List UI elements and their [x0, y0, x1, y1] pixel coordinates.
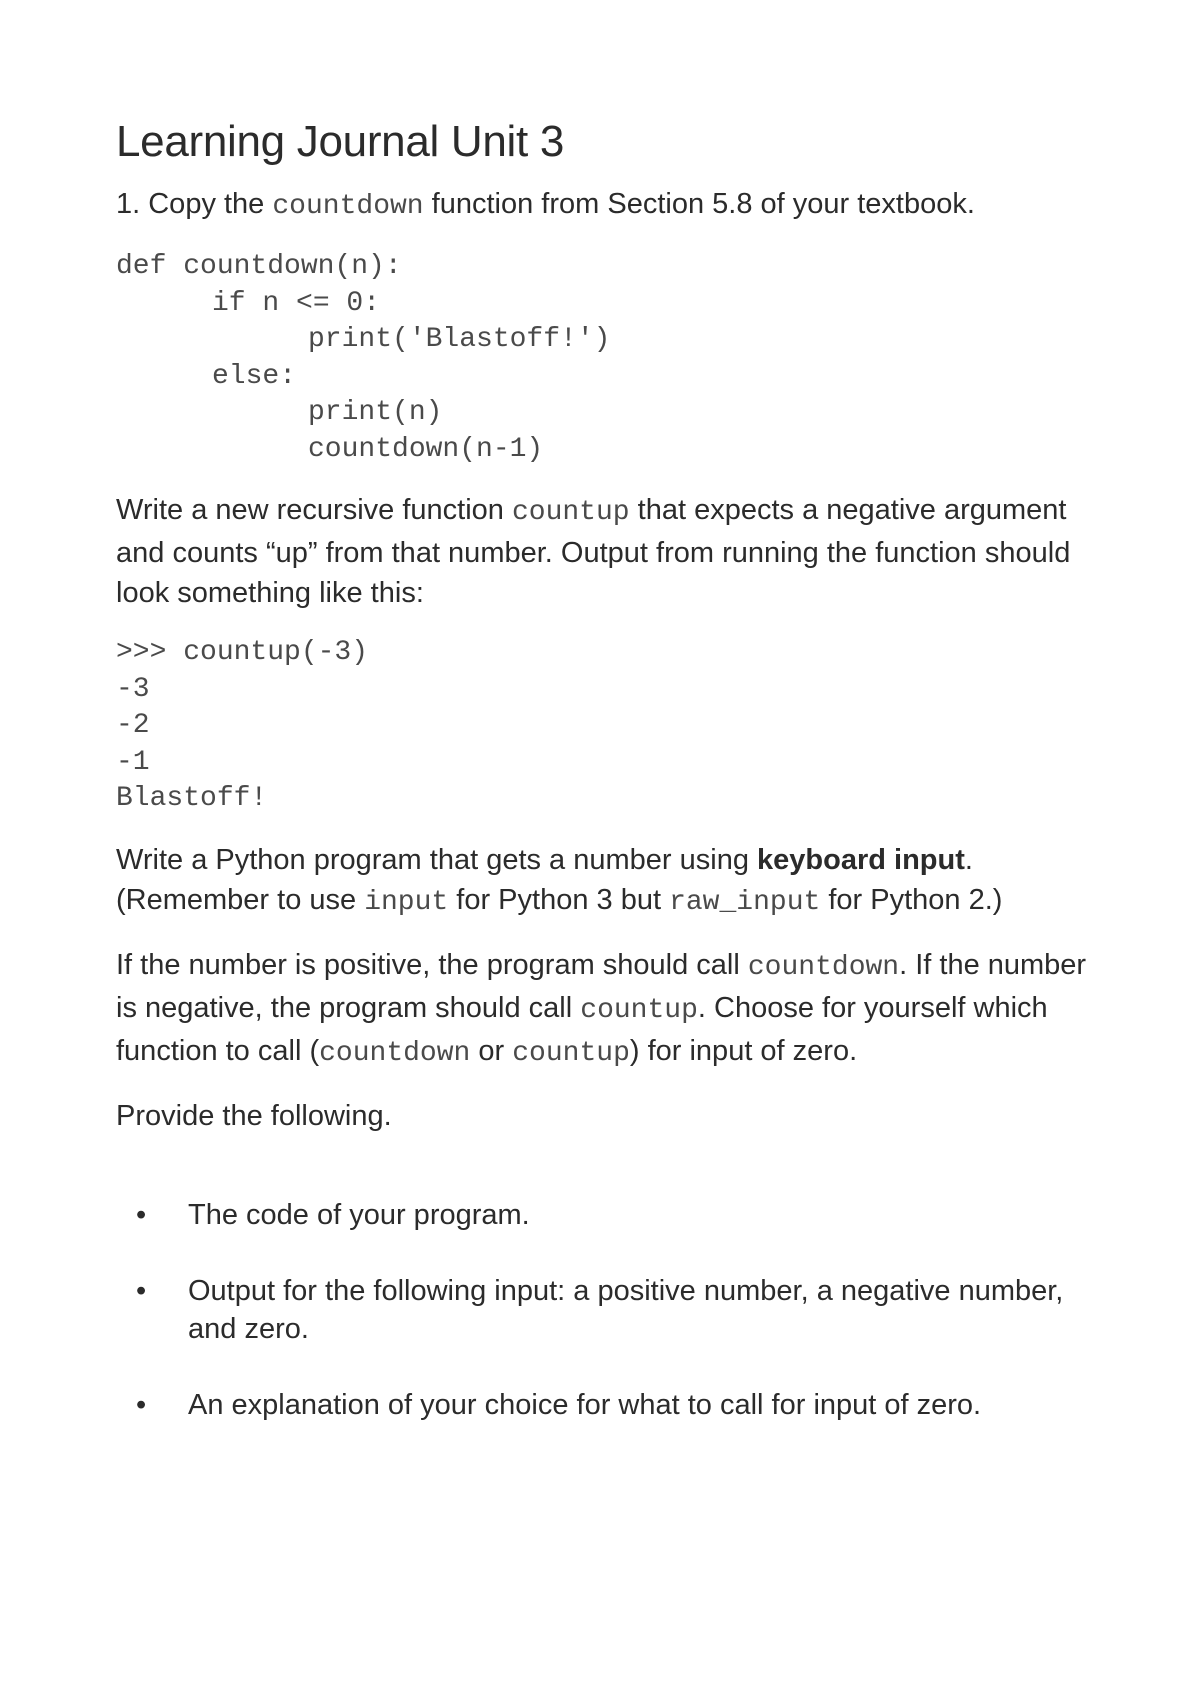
countdown-code-block [116, 249, 1100, 468]
output-line: Blastoff! [116, 783, 268, 815]
inline-code-countdown: countdown [272, 191, 424, 223]
countup-output-block [116, 635, 1100, 818]
question-1 [116, 184, 1100, 227]
code-line: print(n) [308, 397, 443, 429]
question-1-suffix: function from Section 5.8 of your textbook. [423, 188, 975, 221]
inline-code-countup: countup [511, 497, 630, 529]
text-segment: If the number is positive, the program should call [116, 948, 748, 981]
list-item-text: An explanation of your choice for what to call for input of zero. [188, 1388, 982, 1421]
list-item [116, 1196, 1100, 1234]
text-segment: Write a new recursive function [116, 494, 512, 527]
inline-code-raw-input: raw_input [669, 886, 821, 918]
bullet-icon: • [136, 1274, 147, 1307]
text-segment: ) for input of zero. [629, 1034, 858, 1067]
bold-keyboard-input: keyboard input [757, 843, 965, 876]
question-1-prefix: 1. Copy the [116, 188, 273, 221]
text-segment: . (Remember to use [116, 843, 973, 916]
output-line: -1 [116, 746, 150, 778]
inline-code-countup: countup [580, 994, 698, 1026]
list-item [116, 1386, 1100, 1424]
text-segment: for Python 3 but [448, 883, 670, 916]
text-segment: that expects a negative argument and counts “up” from that number. Output from running the function should look something like this: [116, 494, 1071, 610]
bullet-icon: • [136, 1388, 147, 1421]
inline-code-input: input [364, 886, 449, 918]
provide-following: Provide the following. [116, 1099, 392, 1132]
text-segment: or [470, 1034, 513, 1067]
text-segment: . If the number is negative, the program should call [116, 948, 1087, 1024]
code-line: else: [212, 360, 297, 392]
output-line: >>> countup(-3) [116, 637, 369, 669]
inline-code-countdown: countdown [747, 951, 900, 983]
code-line: print('Blastoff!') [308, 324, 611, 356]
text-segment: for Python 2.) [820, 883, 1003, 916]
requirements-list [116, 1196, 1100, 1424]
code-line: if n <= 0: [212, 287, 381, 319]
page-title: Learning Journal Unit 3 [116, 117, 565, 166]
program-instructions [116, 840, 1100, 923]
countup-instructions [116, 490, 1100, 613]
bullet-icon: • [136, 1198, 147, 1231]
branching-instructions [116, 945, 1100, 1074]
output-line: -2 [116, 710, 150, 742]
code-line: def countdown(n): [116, 251, 402, 283]
inline-code-countup: countup [512, 1037, 630, 1069]
list-item [116, 1272, 1100, 1348]
text-segment: . Choose for yourself which function to call ( [116, 991, 1048, 1067]
document-page [116, 118, 1100, 1462]
text-segment: Write a Python program that gets a number using [116, 843, 758, 876]
list-item-text: Output for the following input: a positive number, a negative number, and zero. [188, 1274, 1064, 1345]
list-item-text: The code of your program. [188, 1198, 530, 1231]
code-line: countdown(n-1) [308, 433, 544, 465]
output-line: -3 [116, 673, 150, 705]
inline-code-countdown: countdown [319, 1037, 471, 1069]
